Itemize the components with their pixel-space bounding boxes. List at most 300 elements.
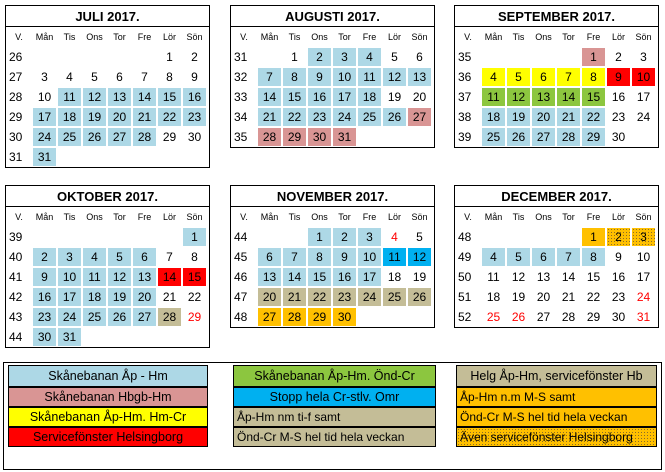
week-number: 50 [458,270,472,284]
weekday-header: Tis [63,212,76,222]
day-cell: 29 [307,307,332,327]
day-cell: 25 [82,307,107,327]
day-cell: 6 [132,247,157,267]
day-cell [157,227,182,247]
day-cell: 12 [82,87,107,107]
day-cell: 28 [556,307,581,327]
day-cell: 23 [332,287,357,307]
week-column-header: V. [464,212,472,222]
week-number: 39 [9,230,23,244]
day-cell: 17 [57,287,82,307]
day-cell [82,227,107,247]
day-cell: 13 [257,267,282,287]
day-cell [157,147,182,167]
day-cell: 24 [357,287,382,307]
weekday-header: Sön [635,32,652,42]
weekday-header: Tor [562,212,575,222]
day-cell: 14 [282,267,307,287]
day-cell: 29 [581,127,606,147]
day-cell: 18 [382,267,407,287]
day-cell: 20 [407,87,432,107]
weekday-header: Mån [260,32,279,42]
month-grid [455,207,658,327]
calendar-month [5,5,210,168]
day-cell: 1 [307,227,332,247]
day-cell [182,147,207,167]
day-cell: 18 [481,107,506,127]
day-cell: 26 [506,127,531,147]
day-cell: 4 [382,227,407,247]
legend-skanebanan-ap-hm: Skånebanan Åp - Hm [8,365,208,387]
day-cell: 12 [506,87,531,107]
day-cell: 2 [32,247,57,267]
week-number: 48 [234,310,248,324]
weekday-header: Ons [535,212,552,222]
month-grid [6,207,209,347]
legend-skanebanan-hbgb-hm: Skånebanan Hbgb-Hm [8,387,208,407]
day-cell: 29 [157,127,182,147]
week-number: 37 [458,90,472,104]
day-cell: 14 [257,87,282,107]
day-cell: 1 [581,227,606,247]
day-cell: 12 [407,247,432,267]
day-cell: 7 [257,67,282,87]
day-cell: 9 [606,247,631,267]
day-cell: 27 [257,307,282,327]
day-cell: 7 [282,247,307,267]
weekday-header: Tis [288,212,301,222]
day-cell: 18 [357,87,382,107]
weekday-header: Tis [288,32,301,42]
month-grid [6,27,209,167]
month-title: NOVEMBER 2017. [231,186,434,207]
weekday-header: Tor [113,32,126,42]
day-cell: 20 [107,107,132,127]
day-cell: 22 [282,107,307,127]
week-number: 32 [234,70,248,84]
day-cell: 26 [382,107,407,127]
week-column-header: V. [240,32,248,42]
week-number: 51 [458,290,472,304]
weekday-header: Ons [86,32,103,42]
weekday-header: Sön [411,32,428,42]
day-cell: 15 [581,87,606,107]
day-cell: 15 [157,87,182,107]
day-cell: 7 [556,247,581,267]
day-cell: 17 [631,87,656,107]
weekday-header: Lör [387,212,401,222]
day-cell: 17 [631,267,656,287]
day-cell: 21 [132,107,157,127]
day-cell [132,227,157,247]
day-cell: 11 [481,267,506,287]
day-cell: 25 [481,307,506,327]
day-cell: 29 [581,307,606,327]
day-cell: 19 [107,287,132,307]
day-cell: 8 [157,67,182,87]
day-cell: 16 [606,87,631,107]
day-cell: 13 [132,267,157,287]
day-cell [531,227,556,247]
day-cell: 3 [57,247,82,267]
day-cell [282,227,307,247]
week-number: 48 [458,230,472,244]
day-cell [357,307,382,327]
weekday-header: Tor [338,32,351,42]
day-cell: 5 [506,67,531,87]
week-number: 44 [9,330,23,344]
day-cell: 3 [357,227,382,247]
month-title: OKTOBER 2017. [6,186,209,207]
week-number: 30 [9,130,23,144]
day-cell: 19 [82,107,107,127]
legend-ond-cr-hela-veckan: Önd-Cr M-S hel tid hela veckan [233,427,436,447]
day-cell: 22 [307,287,332,307]
day-cell: 17 [332,87,357,107]
weekday-header: Ons [86,212,103,222]
day-cell [107,227,132,247]
weekday-header: Lör [387,32,401,42]
weekday-header: Sön [411,212,428,222]
day-cell: 8 [581,247,606,267]
day-cell: 20 [531,107,556,127]
day-cell: 18 [57,107,82,127]
day-cell [107,327,132,347]
day-cell: 1 [182,227,207,247]
day-cell: 12 [506,267,531,287]
day-cell: 2 [606,227,631,247]
legend-servicefonster-helsingborg: Servicefönster Helsingborg [8,427,208,447]
day-cell: 4 [481,247,506,267]
day-cell: 24 [32,127,57,147]
day-cell [407,127,432,147]
day-cell: 23 [32,307,57,327]
day-cell: 6 [407,47,432,67]
weekday-header: Mån [35,32,54,42]
day-cell: 16 [307,87,332,107]
week-number: 26 [9,50,23,64]
day-cell: 11 [382,247,407,267]
day-cell: 25 [357,107,382,127]
week-column-header: V. [464,32,472,42]
day-cell: 30 [307,127,332,147]
day-cell: 31 [32,147,57,167]
day-cell: 13 [531,87,556,107]
day-cell: 29 [282,127,307,147]
day-cell: 13 [531,267,556,287]
month-grid [231,207,434,327]
day-cell: 31 [631,307,656,327]
weekday-header: Tis [512,212,525,222]
legend [3,362,662,470]
week-number: 35 [458,50,472,64]
weekday-header: Fre [362,32,377,42]
day-cell: 6 [257,247,282,267]
weekday-header: Lör [611,212,625,222]
week-number: 39 [458,130,472,144]
week-number: 36 [458,70,472,84]
day-cell: 19 [407,267,432,287]
day-cell: 19 [506,287,531,307]
weekday-header: Fre [586,212,601,222]
day-cell: 7 [157,247,182,267]
day-cell: 3 [32,67,57,87]
day-cell: 19 [382,87,407,107]
day-cell: 15 [182,267,207,287]
day-cell: 2 [307,47,332,67]
day-cell: 24 [57,307,82,327]
calendar-month [230,185,435,328]
day-cell: 6 [107,67,132,87]
day-cell [357,127,382,147]
legend-ap-hm-nm-ti-f: Åp-Hm nm ti-f samt [233,407,436,427]
week-number: 38 [458,110,472,124]
legend-ap-hm-nm-m-s: Åp-Hm n.m M-S samt [456,387,657,407]
week-number: 40 [9,250,23,264]
day-cell: 26 [407,287,432,307]
week-number: 52 [458,310,472,324]
weekday-header: Ons [311,32,328,42]
day-cell: 16 [32,287,57,307]
weekday-header: Tor [113,212,126,222]
day-cell: 20 [531,287,556,307]
day-cell [481,47,506,67]
day-cell [382,127,407,147]
weekday-header: Tor [338,212,351,222]
legend-aven-servicefonster: Även servicefönster Helsingborg [456,427,657,447]
weekday-header: Fre [137,212,152,222]
day-cell: 21 [556,107,581,127]
day-cell [631,127,656,147]
day-cell: 28 [132,127,157,147]
day-cell: 25 [481,127,506,147]
day-cell: 2 [606,47,631,67]
day-cell: 10 [631,67,656,87]
day-cell: 5 [407,227,432,247]
week-number: 47 [234,290,248,304]
week-number: 43 [9,310,23,324]
day-cell: 17 [357,267,382,287]
day-cell: 30 [32,327,57,347]
day-cell [57,47,82,67]
day-cell: 5 [82,67,107,87]
day-cell: 5 [506,247,531,267]
day-cell: 27 [107,127,132,147]
day-cell: 29 [182,307,207,327]
day-cell: 20 [257,287,282,307]
day-cell [182,327,207,347]
day-cell: 26 [506,307,531,327]
day-cell: 24 [332,107,357,127]
day-cell: 2 [332,227,357,247]
week-number: 44 [234,230,248,244]
day-cell: 9 [182,67,207,87]
week-number: 45 [234,250,248,264]
day-cell: 23 [307,107,332,127]
day-cell: 1 [581,47,606,67]
day-cell: 23 [606,107,631,127]
day-cell: 6 [531,247,556,267]
legend-helg-ap-hm: Helg Åp-Hm, servicefönster Hb [456,365,657,387]
calendar-month [5,185,210,348]
weekday-header: Mån [484,212,503,222]
day-cell: 10 [332,67,357,87]
day-cell: 10 [357,247,382,267]
day-cell: 1 [157,47,182,67]
weekday-header: Fre [362,212,377,222]
day-cell: 30 [606,127,631,147]
week-number: 29 [9,110,23,124]
day-cell: 1 [282,47,307,67]
month-grid [231,27,434,147]
weekday-header: Tor [562,32,575,42]
weekday-header: Fre [586,32,601,42]
day-cell [132,47,157,67]
day-cell: 16 [606,267,631,287]
day-cell: 4 [57,67,82,87]
month-title: JULI 2017. [6,6,209,27]
day-cell: 11 [57,87,82,107]
day-cell: 30 [606,307,631,327]
week-number: 28 [9,90,23,104]
day-cell: 20 [132,287,157,307]
day-cell: 12 [107,267,132,287]
weekday-header: Sön [186,212,203,222]
day-cell: 30 [332,307,357,327]
day-cell: 18 [82,287,107,307]
day-cell: 15 [581,267,606,287]
day-cell [57,227,82,247]
day-cell: 21 [556,287,581,307]
day-cell: 14 [157,267,182,287]
week-number: 31 [234,50,248,64]
day-cell: 28 [556,127,581,147]
week-column-header: V. [15,212,23,222]
day-cell: 27 [531,307,556,327]
day-cell: 10 [32,87,57,107]
week-number: 46 [234,270,248,284]
day-cell: 9 [606,67,631,87]
day-cell: 4 [481,67,506,87]
day-cell [107,47,132,67]
day-cell [82,327,107,347]
day-cell: 30 [182,127,207,147]
day-cell: 31 [57,327,82,347]
day-cell: 7 [556,67,581,87]
week-column-header: V. [240,212,248,222]
day-cell: 31 [332,127,357,147]
day-cell [132,327,157,347]
weekday-header: Tis [512,32,525,42]
day-cell: 16 [332,267,357,287]
weekday-header: Lör [162,212,176,222]
day-cell: 3 [332,47,357,67]
day-cell: 18 [481,287,506,307]
week-number: 33 [234,90,248,104]
day-cell: 24 [631,287,656,307]
day-cell: 28 [157,307,182,327]
week-number: 34 [234,110,248,124]
week-number: 31 [9,150,23,164]
day-cell: 27 [531,127,556,147]
day-cell: 9 [32,267,57,287]
day-cell [407,307,432,327]
week-number: 49 [458,250,472,264]
weekday-header: Ons [311,212,328,222]
day-cell: 22 [182,287,207,307]
day-cell: 17 [32,107,57,127]
month-title: DECEMBER 2017. [455,186,658,207]
day-cell: 10 [631,247,656,267]
weekday-header: Sön [186,32,203,42]
day-cell [257,47,282,67]
day-cell [481,227,506,247]
weekday-header: Mån [35,212,54,222]
week-number: 41 [9,270,23,284]
week-number: 27 [9,70,23,84]
day-cell [556,47,581,67]
day-cell [531,47,556,67]
day-cell: 3 [631,227,656,247]
day-cell: 27 [407,107,432,127]
day-cell: 28 [282,307,307,327]
day-cell [257,227,282,247]
day-cell [57,147,82,167]
month-grid [455,27,658,147]
day-cell [556,227,581,247]
day-cell: 9 [332,247,357,267]
day-cell: 16 [182,87,207,107]
day-cell: 11 [481,87,506,107]
week-number: 35 [234,130,248,144]
day-cell: 5 [107,247,132,267]
day-cell: 23 [182,107,207,127]
day-cell: 8 [581,67,606,87]
day-cell [107,147,132,167]
day-cell: 5 [382,47,407,67]
legend-ond-cr-m-s: Önd-Cr M-S hel tid hela veckan [456,407,657,427]
day-cell [32,227,57,247]
day-cell: 13 [107,87,132,107]
calendar-month [230,5,435,148]
day-cell: 11 [82,267,107,287]
weekday-header: Ons [535,32,552,42]
weekday-header: Tis [63,32,76,42]
day-cell: 25 [57,127,82,147]
day-cell [82,47,107,67]
day-cell: 19 [506,107,531,127]
weekday-header: Mån [484,32,503,42]
day-cell: 14 [556,87,581,107]
day-cell: 4 [82,247,107,267]
day-cell: 11 [357,67,382,87]
calendar-month [454,185,659,328]
weekday-header: Mån [260,212,279,222]
day-cell [82,147,107,167]
day-cell: 8 [307,247,332,267]
day-cell: 24 [631,107,656,127]
day-cell [157,327,182,347]
day-cell: 25 [382,287,407,307]
day-cell: 27 [132,307,157,327]
day-cell: 12 [382,67,407,87]
legend-skanebanan-ap-hm-ond-cr: Skånebanan Åp-Hm. Önd-Cr [233,365,436,387]
day-cell: 6 [531,67,556,87]
day-cell: 26 [107,307,132,327]
weekday-header: Lör [611,32,625,42]
day-cell [506,227,531,247]
day-cell: 3 [631,47,656,67]
